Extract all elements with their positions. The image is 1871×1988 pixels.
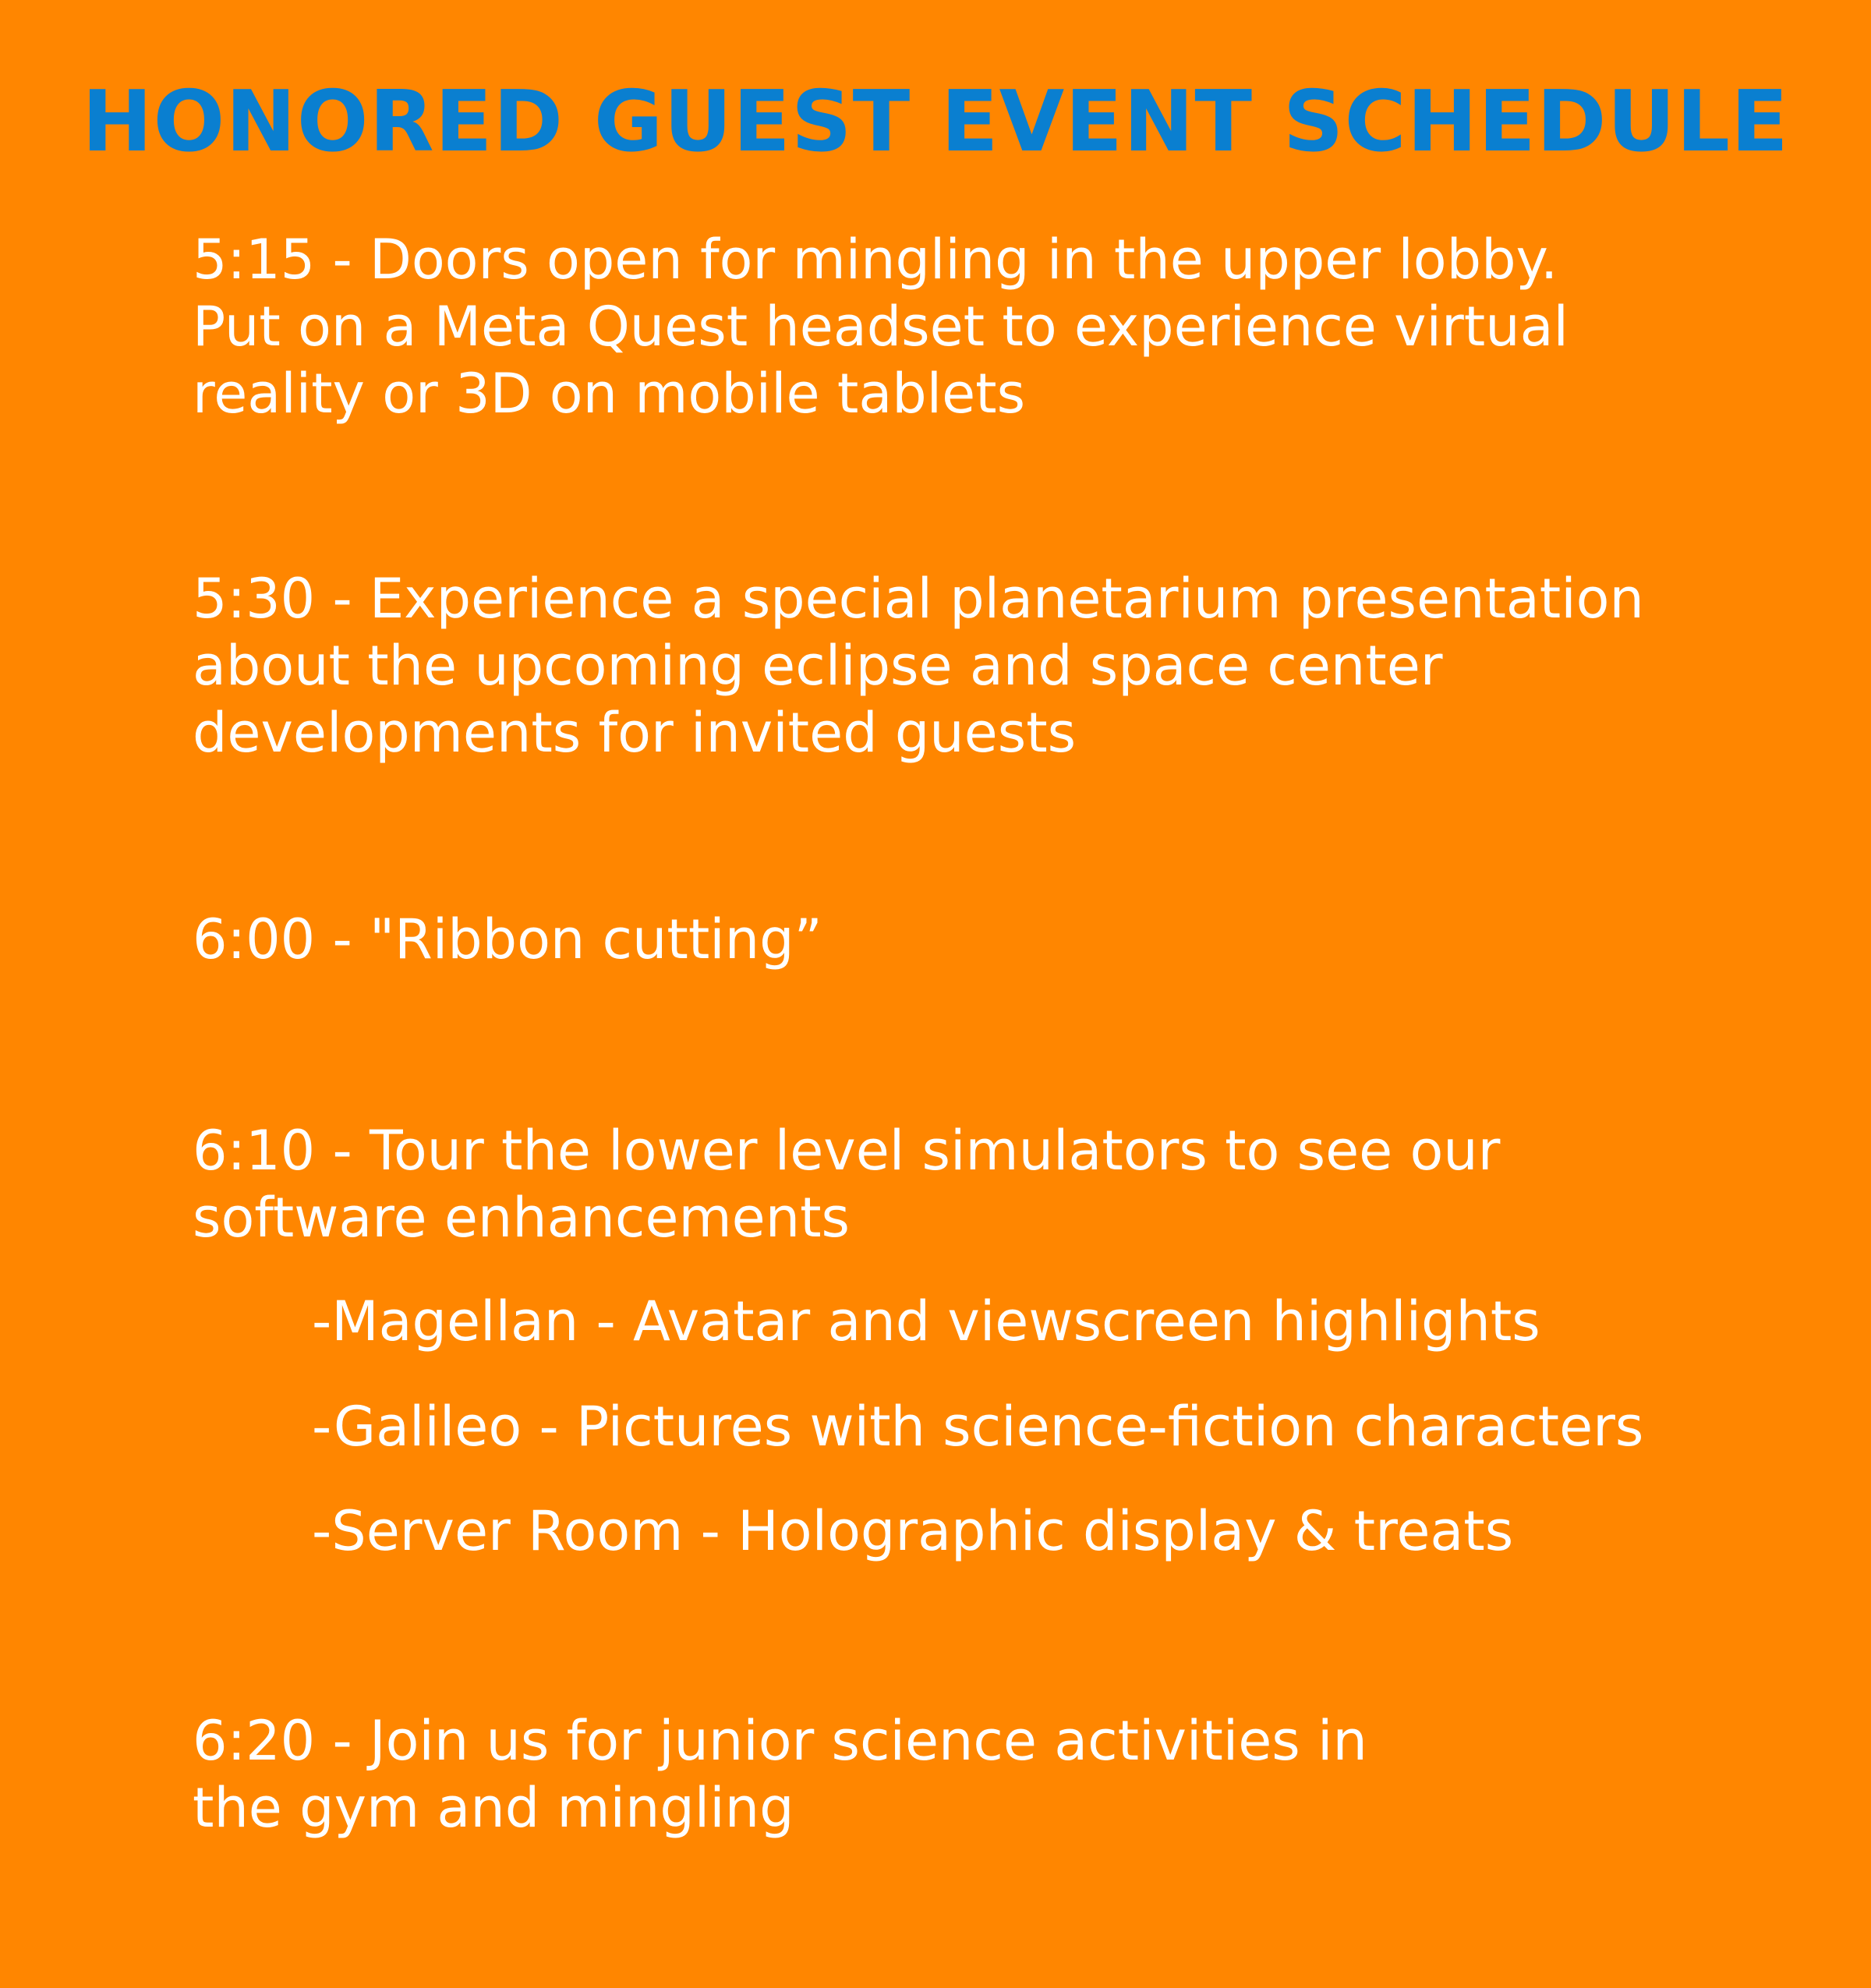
schedule-item-610 [193,1117,1500,1251]
schedule-line: developments for invited guests [193,701,1077,765]
schedule-line: the gym and mingling [193,1776,794,1840]
schedule-line: 6:00 - "Ribbon cutting” [193,907,822,971]
sub-item-magellan: -Magellan - Avatar and viewscreen highlights [312,1289,1540,1353]
schedule-item-600 [193,906,822,973]
schedule-item-620 [193,1707,1367,1841]
schedule-line: 5:15 - Doors open for mingling in the upper lobby. [193,228,1558,292]
schedule-line: reality or 3D on mobile tablets [193,362,1026,426]
page-title: HONORED GUEST EVENT SCHEDULE [82,73,1789,171]
schedule-line: about the upcoming eclipse and space center [193,634,1443,698]
sub-item-server-room: -Server Room - Holographic display & treats [312,1499,1514,1563]
schedule-line: 6:10 - Tour the lower level simulators to see our [193,1119,1501,1183]
schedule-line: software enhancements [193,1186,851,1250]
schedule-line: 5:30 - Experience a special planetarium presentation [193,567,1644,631]
schedule-item-530 [193,565,1644,766]
sub-item-galileo: -Galileo - Pictures with science-fiction characters [312,1395,1644,1459]
schedule-line: Put on a Meta Quest headset to experience virtual [193,295,1569,359]
schedule-line: 6:20 - Join us for junior science activities in [193,1709,1367,1773]
schedule-item-515 [193,226,1569,427]
